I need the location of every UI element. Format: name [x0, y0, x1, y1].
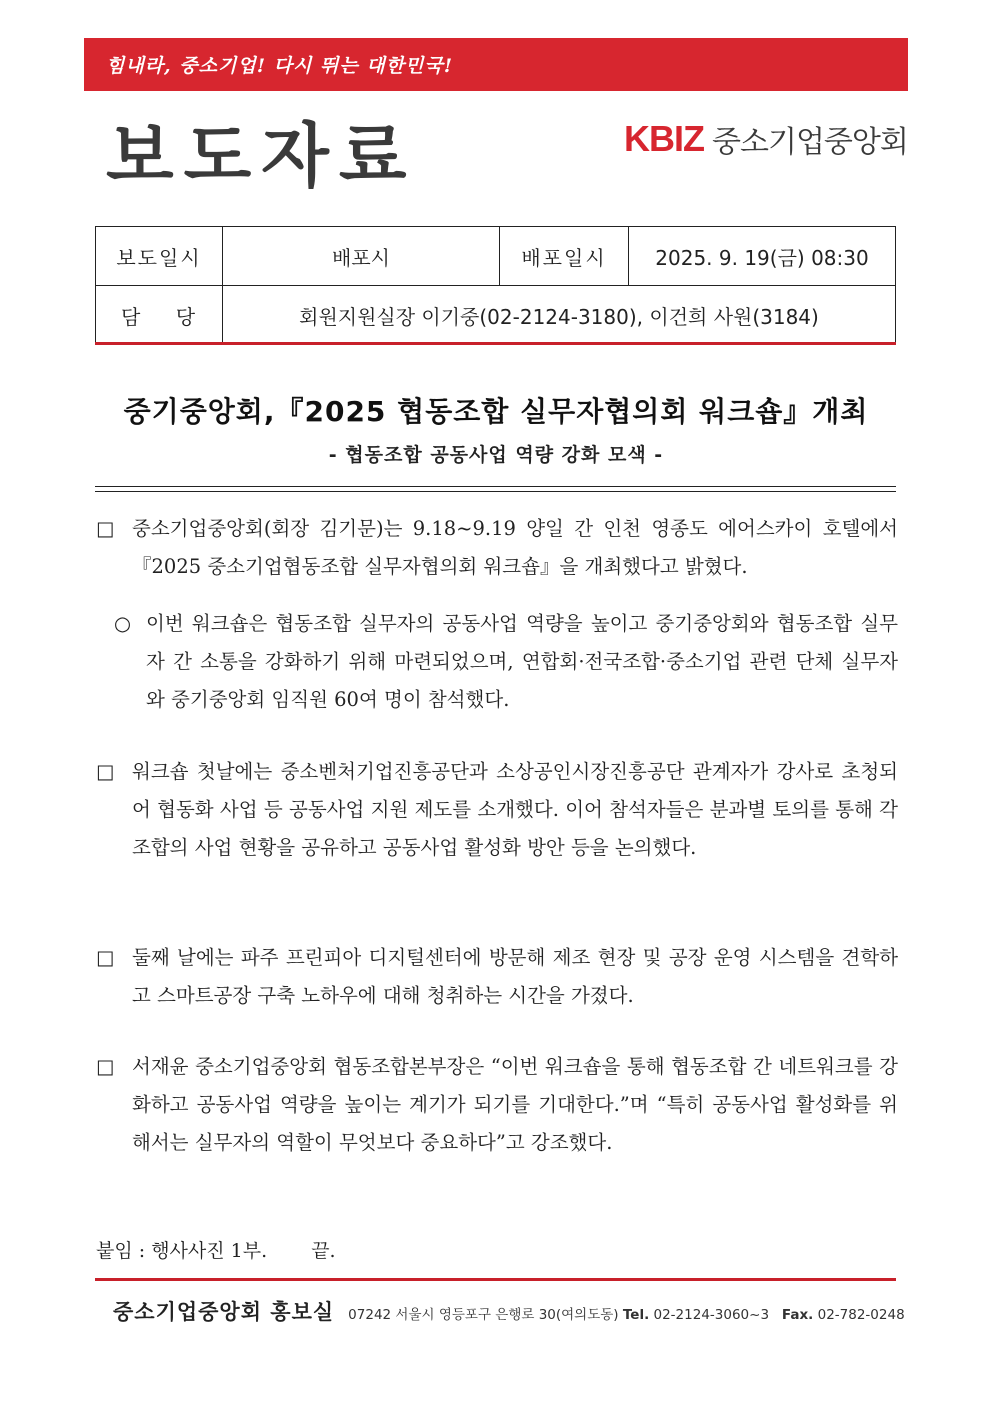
footer-org: 중소기업중앙회 홍보실: [113, 1300, 335, 1324]
footer-address: 07242 서울시 영등포구 은행로 30(여의도동): [348, 1307, 619, 1323]
paragraph-text: 워크숍 첫날에는 중소벤처기업진흥공단과 소상공인시장진흥공단 관계자가 강사로 초청되어 협동화 사업 등 공동사업 지원 제도를 소개했다. 이어 참석자들은 분과별 토의를 통해 각 조합의 사업 현황을 공유하고 공동사업 활성화 방안 등을 논의했다.: [132, 760, 898, 859]
distribute-label: 배포일시: [500, 227, 629, 286]
footer-red-divider: [95, 1278, 896, 1281]
press-headline: 중기중앙회,『2025 협동조합 실무자협의회 워크숍』개최: [123, 395, 869, 428]
red-divider: [95, 342, 896, 345]
paragraph-text: 서재윤 중소기업중앙회 협동조합본부장은 “이번 워크숍을 통해 협동조합 간 네트워크를 강화하고 공동사업 역량을 높이는 계기가 되기를 기대한다.”며 “특히 공동사업 활성화를 위해서는 실무자의 역할이 무엇보다 중요하다”고 강조했다.: [132, 1055, 898, 1154]
headline-rule-top: [95, 486, 896, 487]
paragraph-text: 중소기업중앙회(회장 김기문)는 9.18~9.19 양일 간 인천 영종도 에어스카이 호텔에서『2025 중소기업협동조합 실무자협의회 워크숍』을 개최했다고 밝혔다.: [132, 517, 898, 578]
footer-contact: [348, 1303, 904, 1323]
square-bullet: □: [96, 760, 115, 783]
release-info-table: [95, 226, 896, 345]
body-paragraph-2: [114, 605, 898, 719]
slogan-banner: [84, 38, 908, 91]
headline-rule-bottom: [95, 491, 896, 492]
attachment-text: 붙임 : 행사사진 1부.: [96, 1240, 268, 1262]
distribute-value: 2025. 9. 19(금) 08:30: [629, 227, 896, 286]
tel-number: 02-2124-3060~3: [653, 1307, 770, 1323]
contact-value: 회원지원실장 이기중(02-2124-3180), 이건희 사원(3184): [223, 286, 896, 345]
body-paragraph-1: [96, 510, 898, 586]
square-bullet: □: [96, 517, 115, 540]
contact-label: 담 당: [96, 286, 223, 345]
attachment-note: [96, 1236, 336, 1263]
kbiz-logo: [624, 119, 908, 159]
release-label: 보도일시: [96, 227, 223, 286]
footer: [113, 1296, 905, 1326]
logo-mark: KBIZ: [624, 118, 704, 159]
slogan-text: 힘내라, 중소기업! 다시 뛰는 대한민국!: [106, 55, 454, 77]
circle-bullet: ○: [114, 612, 132, 635]
paragraph-text: 둘째 날에는 파주 프린피아 디지털센터에 방문해 제조 현장 및 공장 운영 시스템을 견학하고 스마트공장 구축 노하우에 대해 청취하는 시간을 가졌다.: [132, 946, 898, 1007]
fax-label: Fax.: [781, 1307, 814, 1323]
square-bullet: □: [96, 946, 115, 969]
body-paragraph-5: [96, 1048, 898, 1162]
press-subheadline: - 협동조합 공동사업 역량 강화 모색 -: [328, 444, 664, 466]
document-type-title: 보도자료: [106, 115, 417, 197]
logo-org-name: 중소기업중앙회: [712, 125, 908, 160]
fax-number: 02-782-0248: [817, 1307, 905, 1323]
square-bullet: □: [96, 1055, 115, 1078]
release-value: 배포시: [223, 227, 500, 286]
end-mark: 끝.: [311, 1240, 336, 1262]
body-paragraph-3: [96, 753, 898, 867]
body-paragraph-4: [96, 939, 898, 1015]
tel-label: Tel.: [622, 1307, 650, 1323]
paragraph-text: 이번 워크숍은 협동조합 실무자의 공동사업 역량을 높이고 중기중앙회와 협동조합 실무자 간 소통을 강화하기 위해 마련되었으며, 연합회·전국조합·중소기업 관련 단체 실무자와 중기중앙회 임직원 60여 명이 참석했다.: [146, 612, 898, 711]
